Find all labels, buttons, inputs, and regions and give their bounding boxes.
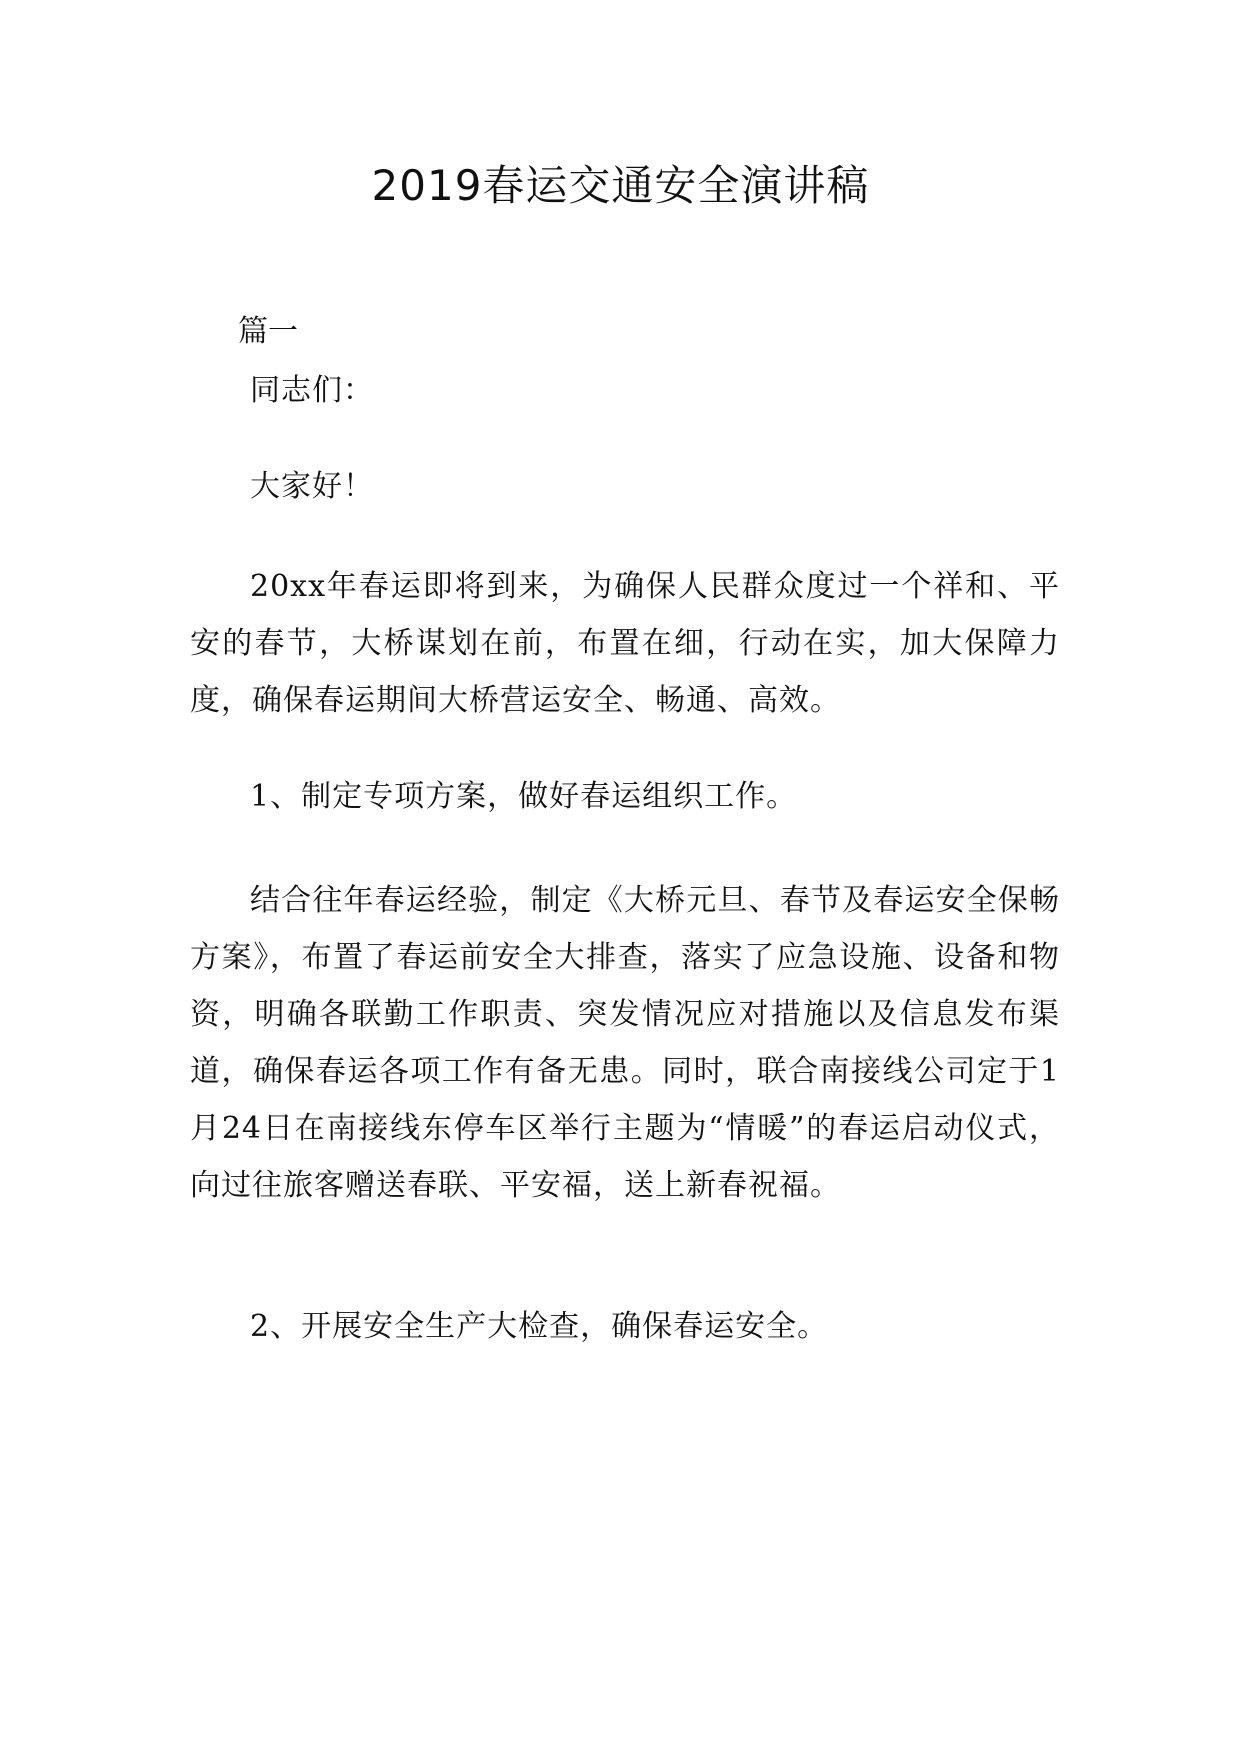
paragraph-hello — [190, 458, 1060, 515]
paragraph-text: 20xx年春运即将到来，为确保人民群众度过一个祥和、平安的春节，大桥谋划在前，布置在细，行动在实，加大保障力度，确保春运期间大桥营运安全、畅通、高效。 — [190, 569, 1060, 718]
document-title: 2019春运交通安全演讲稿 — [371, 161, 870, 210]
paragraph-text: 1、制定专项方案，做好春运组织工作。 — [250, 779, 798, 814]
paragraph-greeting — [190, 362, 1060, 419]
paragraph-text: 同志们： — [250, 373, 374, 408]
paragraph-text: 2、开展安全生产大检查，确保春运安全。 — [250, 1309, 829, 1344]
paragraph-point-1-heading — [190, 768, 1060, 825]
paragraph-text: 结合往年春运经验，制定《大桥元旦、春节及春运安全保畅方案》，布置了春运前安全大排查，落实了应急设施、设备和物资，明确各联勤工作职责、突发情况应对措施以及信息发布渠道，确保春运各项工作有备无患。同时，联合南接线公司定于1月24日在南接线东停车区举行主题为“情暖”的春运启动仪式，向过往旅客赠送春联、平安福，送上新春祝福。 — [190, 883, 1060, 1203]
paragraph-text: 大家好！ — [250, 469, 374, 504]
paragraph-intro — [190, 558, 1060, 729]
paragraph-point-1-detail — [190, 872, 1060, 1214]
section-label: 篇一 — [238, 314, 298, 349]
paragraph-point-2-heading — [190, 1298, 1060, 1355]
